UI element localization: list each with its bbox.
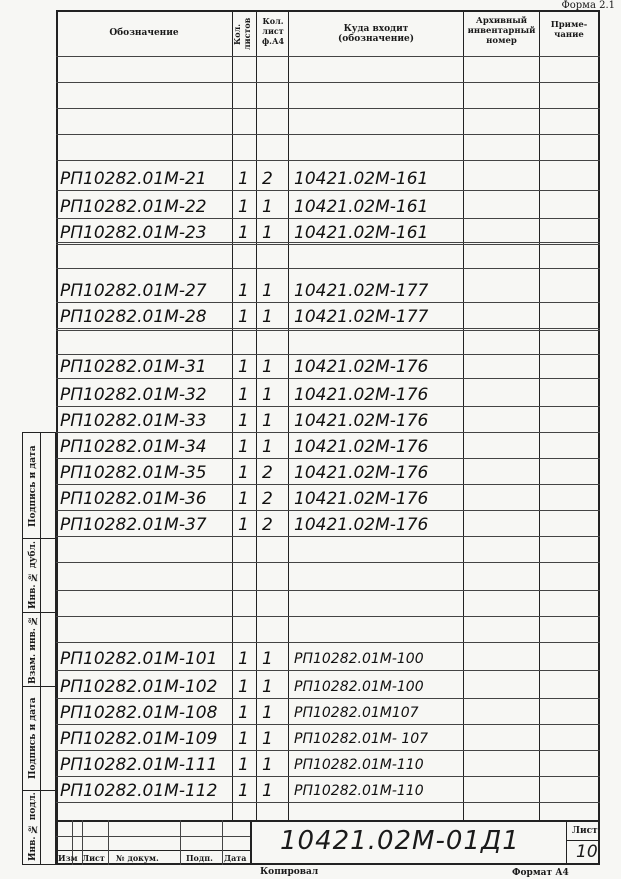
grid-line bbox=[56, 698, 600, 699]
a4-count-cell: 1 bbox=[262, 677, 273, 697]
grid-line bbox=[56, 190, 600, 191]
footer-format: Формат А4 bbox=[512, 868, 569, 878]
a4-count-cell: 2 bbox=[262, 515, 273, 535]
designation-cell: РП10282.01М-36 bbox=[60, 489, 207, 509]
sheets-cell: 1 bbox=[238, 463, 249, 483]
grid-line bbox=[56, 108, 600, 109]
header-designation: Обозначение bbox=[109, 28, 179, 38]
side-label-sign-date-2: Подпись и дата bbox=[28, 697, 38, 779]
grid-line bbox=[56, 432, 600, 433]
sheets-cell: 1 bbox=[238, 437, 249, 457]
designation-cell: РП10282.01М-108 bbox=[60, 703, 218, 723]
grid-line bbox=[56, 484, 600, 485]
sheets-cell: 1 bbox=[238, 703, 249, 723]
header-used-in: Куда входит (обозначение) bbox=[338, 24, 414, 44]
grid-line bbox=[56, 378, 600, 379]
sheets-cell: 1 bbox=[238, 489, 249, 509]
a4-count-cell: 1 bbox=[262, 781, 273, 801]
grid-line bbox=[56, 642, 600, 643]
grid-line bbox=[56, 616, 600, 617]
grid-line bbox=[56, 562, 600, 563]
sheets-cell: 1 bbox=[238, 357, 249, 377]
stamp-col-e bbox=[222, 820, 223, 865]
a4-count-cell: 1 bbox=[262, 649, 273, 669]
side-label-orig-inv: Инв. № подл. bbox=[28, 792, 38, 862]
designation-cell: РП10282.01М-22 bbox=[60, 197, 207, 217]
a4-count-cell: 1 bbox=[262, 755, 273, 775]
grid-line bbox=[56, 510, 600, 511]
a4-count-cell: 1 bbox=[262, 357, 273, 377]
sheets-cell: 1 bbox=[238, 197, 249, 217]
grid-line bbox=[56, 802, 600, 803]
used-in-cell: 10421.02М-177 bbox=[294, 307, 429, 327]
used-in-cell: РП10282.01М- 107 bbox=[294, 731, 429, 747]
designation-cell: РП10282.01М-111 bbox=[60, 755, 218, 775]
sheets-cell: 1 bbox=[238, 223, 249, 243]
sheets-cell: 1 bbox=[238, 649, 249, 669]
header-archive: Архивный инвентарный номер bbox=[467, 16, 536, 46]
a4-count-cell: 2 bbox=[262, 489, 273, 509]
side-label-replace-inv: Взам. инв. № bbox=[28, 614, 38, 684]
designation-cell: РП10282.01М-28 bbox=[60, 307, 207, 327]
side-label-sign-date-1: Подпись и дата bbox=[28, 445, 38, 527]
grid-line bbox=[56, 244, 600, 245]
used-in-cell: РП10282.01М-100 bbox=[294, 651, 424, 667]
grid-line bbox=[56, 354, 600, 355]
grid-line bbox=[56, 134, 600, 135]
grid-line bbox=[56, 458, 600, 459]
grid-line bbox=[56, 82, 600, 83]
used-in-cell: 10421.02М-161 bbox=[294, 223, 429, 243]
header-bottom-line bbox=[56, 56, 600, 57]
a4-count-cell: 1 bbox=[262, 197, 273, 217]
stamp-top-line bbox=[56, 820, 600, 822]
a4-count-cell: 1 bbox=[262, 411, 273, 431]
grid-line bbox=[56, 776, 600, 777]
used-in-cell: 10421.02М-176 bbox=[294, 357, 429, 377]
a4-count-cell: 2 bbox=[262, 169, 273, 189]
side-sep-3 bbox=[22, 686, 56, 687]
stamp-sheet-number: 10 bbox=[576, 842, 598, 862]
a4-count-cell: 1 bbox=[262, 307, 273, 327]
a4-count-cell: 1 bbox=[262, 437, 273, 457]
a4-count-cell: 1 bbox=[262, 385, 273, 405]
grid-line bbox=[56, 302, 600, 303]
used-in-cell: 10421.02М-161 bbox=[294, 197, 429, 217]
designation-cell: РП10282.01М-23 bbox=[60, 223, 207, 243]
stamp-date: Дата bbox=[224, 853, 247, 863]
a4-count-cell: 1 bbox=[262, 703, 273, 723]
stamp-doc: № докум. bbox=[116, 853, 159, 863]
designation-cell: РП10282.01М-32 bbox=[60, 385, 207, 405]
sheets-cell: 1 bbox=[238, 755, 249, 775]
stamp-designation: 10421.02М-01Д1 bbox=[280, 826, 520, 856]
designation-cell: РП10282.01М-112 bbox=[60, 781, 218, 801]
a4-count-cell: 1 bbox=[262, 729, 273, 749]
used-in-cell: РП10282.01М107 bbox=[294, 705, 419, 721]
used-in-cell: 10421.02М-176 bbox=[294, 489, 429, 509]
stamp-row-line-1 bbox=[56, 836, 250, 837]
stamp-sign: Подп. bbox=[186, 853, 213, 863]
grid-line bbox=[56, 328, 600, 329]
a4-count-cell: 2 bbox=[262, 463, 273, 483]
stamp-sheet-line bbox=[566, 840, 600, 841]
stamp-col-main bbox=[250, 820, 252, 865]
designation-cell: РП10282.01М-35 bbox=[60, 463, 207, 483]
used-in-cell: 10421.02М-177 bbox=[294, 281, 429, 301]
sheets-cell: 1 bbox=[238, 729, 249, 749]
grid-line bbox=[56, 750, 600, 751]
sheets-cell: 1 bbox=[238, 515, 249, 535]
stamp-row-line-2 bbox=[56, 850, 250, 851]
sheets-cell: 1 bbox=[238, 307, 249, 327]
grid-line bbox=[56, 218, 600, 219]
sheets-cell: 1 bbox=[238, 281, 249, 301]
used-in-cell: РП10282.01М-100 bbox=[294, 679, 424, 695]
side-label-dup-inv: Инв. № дубл. bbox=[28, 541, 38, 609]
grid-line bbox=[56, 724, 600, 725]
grid-line bbox=[56, 670, 600, 671]
side-sep-4 bbox=[22, 790, 56, 791]
used-in-cell: 10421.02М-176 bbox=[294, 411, 429, 431]
designation-cell: РП10282.01М-102 bbox=[60, 677, 218, 697]
header-note: Приме- чание bbox=[550, 20, 588, 40]
a4-count-cell: 1 bbox=[262, 281, 273, 301]
sheets-cell: 1 bbox=[238, 385, 249, 405]
side-strip-divider bbox=[40, 432, 41, 865]
used-in-cell: 10421.02М-176 bbox=[294, 463, 429, 483]
side-sep-2 bbox=[22, 612, 56, 613]
sheets-cell: 1 bbox=[238, 677, 249, 697]
stamp-col-sheet bbox=[566, 820, 567, 865]
used-in-cell: 10421.02М-176 bbox=[294, 515, 429, 535]
designation-cell: РП10282.01М-37 bbox=[60, 515, 207, 535]
sheets-cell: 1 bbox=[238, 411, 249, 431]
used-in-cell: 10421.02М-161 bbox=[294, 169, 429, 189]
sheets-cell: 1 bbox=[238, 781, 249, 801]
grid-line bbox=[56, 330, 600, 331]
sheets-cell: 1 bbox=[238, 169, 249, 189]
grid-line bbox=[56, 160, 600, 161]
side-sep-1 bbox=[22, 538, 56, 539]
header-sheets-count: Кол. листов bbox=[232, 17, 252, 51]
designation-cell: РП10282.01М-27 bbox=[60, 281, 207, 301]
stamp-col-d bbox=[180, 820, 181, 865]
grid-line bbox=[56, 536, 600, 537]
used-in-cell: РП10282.01М-110 bbox=[294, 783, 424, 799]
used-in-cell: РП10282.01М-110 bbox=[294, 757, 424, 773]
stamp-izm: Изм bbox=[58, 853, 78, 863]
stamp-col-c bbox=[108, 820, 109, 865]
used-in-cell: 10421.02М-176 bbox=[294, 385, 429, 405]
grid-line bbox=[56, 406, 600, 407]
grid-line bbox=[56, 268, 600, 269]
grid-line bbox=[56, 590, 600, 591]
designation-cell: РП10282.01М-21 bbox=[60, 169, 207, 189]
designation-cell: РП10282.01М-34 bbox=[60, 437, 207, 457]
designation-cell: РП10282.01М-33 bbox=[60, 411, 207, 431]
stamp-list: Лист bbox=[82, 853, 105, 863]
designation-cell: РП10282.01М-101 bbox=[60, 649, 218, 669]
designation-cell: РП10282.01М-109 bbox=[60, 729, 218, 749]
stamp-sheet-label: Лист bbox=[572, 826, 598, 836]
a4-count-cell: 1 bbox=[262, 223, 273, 243]
form-label: Форма 2.1 bbox=[561, 0, 615, 11]
header-a4-count: Кол. лист ф.А4 bbox=[261, 16, 285, 46]
designation-cell: РП10282.01М-31 bbox=[60, 357, 207, 377]
footer-copied: Копировал bbox=[260, 867, 319, 877]
used-in-cell: 10421.02М-176 bbox=[294, 437, 429, 457]
